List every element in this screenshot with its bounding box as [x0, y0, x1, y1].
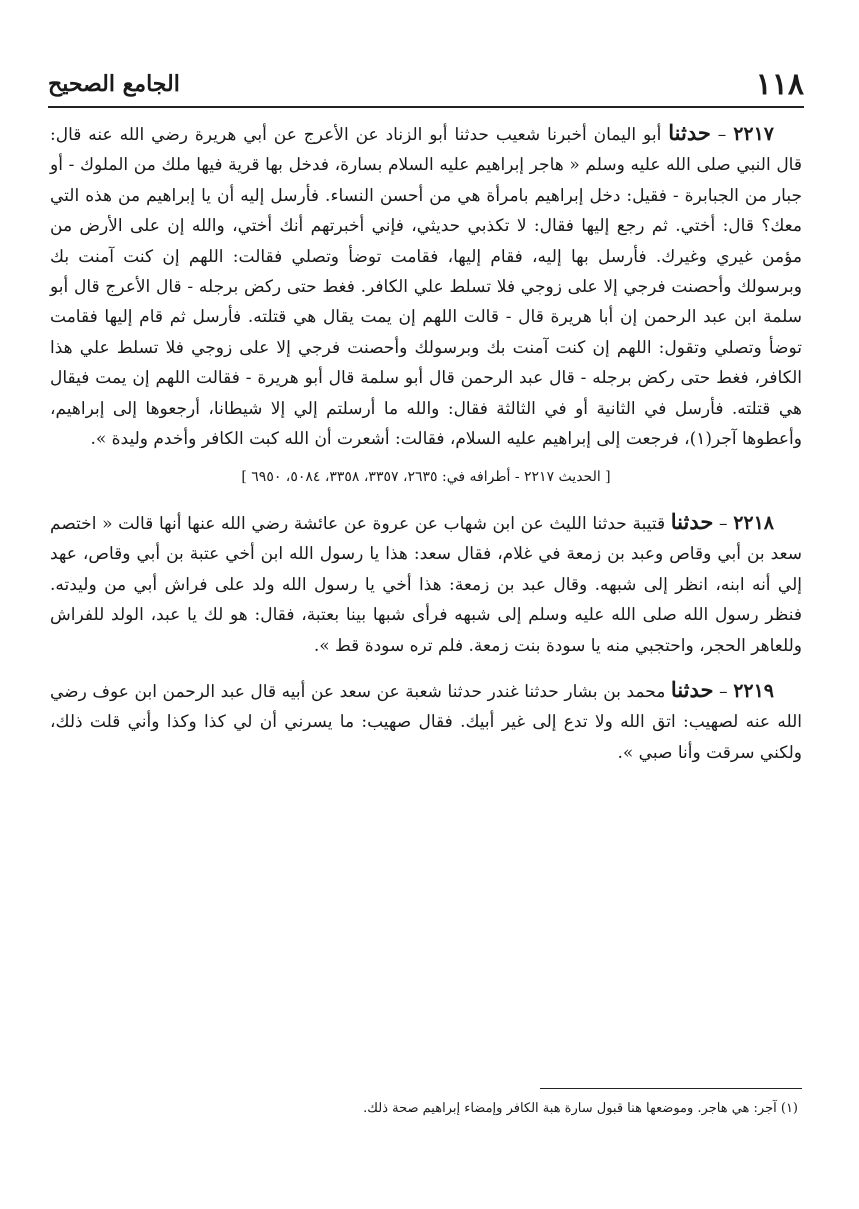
hadith-2219: ٢٢١٩ – حدثنا محمد بن بشار حدثنا غندر حدثنا شعبة عن سعد عن أبيه قال عبد الرحمن ابن عوف رضي الله عنه لصهيب: اتق الله ولا تدع إلى غير أبيك. فقال صهيب: ما يسرني أن لي كذا وكذا وأني قلت ذلك، ولكني سرقت وأنا صبي ».: [50, 676, 802, 763]
hadith-number: ٢٢١٨: [733, 511, 775, 534]
hadith-keyword: حدثنا: [668, 120, 711, 145]
hadith-number: ٢٢١٧: [733, 123, 775, 145]
hadith-2217: ٢٢١٧ – حدثنا أبو اليمان أخبرنا شعيب حدثنا أبو الزناد عن الأعرج عن أبي هريرة رضي الله عنه قال: قال النبي صلى الله عليه وسلم « هاجر إبراهيم عليه السلام بسارة، فدخل بها قرية فيها ملك من الملوك - أو جبار من الجبابرة - فقيل: دخل إبراهيم بامرأة هي من أحسن النساء. فأرسل إليه أن يا إبراهيم من هذه التي معك؟ قال: أختي. ثم رجع إليها فقال: لا تكذبي حديثي، فإني أخبرتهم أنك أختي، والله إن على الأرض من مؤمن غيري وغيرك. فأرسل بها إليه، فقام إليها، فقامت توضأ وتصلي فقالت: اللهم إن كنت آمنت بك وبرسولك وأحصنت فرجي إلا على زوجي فلا تسلط علي الكافر. فغط حتى ركض برجله - قال الأعرج قال أبو سلمة ابن عبد الرحمن إن أبا هريرة قال - قالت اللهم إن يمت يقال هي قتلته. فأرسل ثم قام إليها فقامت توضأ وتصلي وتقول: اللهم إن كنت آمنت بك وبرسولك وأحصنت فرجي إلا على زوجي فلا تسلط علي هذا الكافر، فغط حتى ركض برجله - قال عبد الرحمن قال أبو سلمة قال أبو هريرة - فقالت اللهم إن يمت فيقال هي قتلته. فأرسل في الثانية أو في الثالثة فقال: والله ما أرسلتم إلي إلا شيطانا، أرجعوها إلى إبراهيم، وأعطوها آجر(١)، فرجعت إلى إبراهيم عليه السلام، فقالت: أشعرت أن الله كبت الكافر وأخدم وليدة ».: [50, 120, 802, 450]
main-text: [50, 118, 802, 768]
hadith-keyword: حدثنا: [670, 676, 714, 702]
hadith-references: [ الحديث ٢٢١٧ - أطرافه في: ٢٦٣٥، ٣٣٥٧، ٣٣٥٨، ٥٠٨٤، ٦٩٥٠ ]: [241, 469, 611, 486]
hadith-text: أبو اليمان أخبرنا شعيب حدثنا أبو الزناد عن الأعرج عن أبي هريرة رضي الله عنه قال: قال النبي صلى الله عليه وسلم « هاجر إبراهيم عليه السلام بسارة، فدخل بها قرية فيها ملك من الملوك - أو جبار من الجبابرة - فقيل: دخل إبراهيم بامرأة هي من أحسن النساء. فأرسل إليه أن يا إبراهيم من هذه التي معك؟ قال: أختي. ثم رجع إليها فقال: لا تكذبي حديثي، فإني أخبرتهم أنك أختي، والله إن على الأرض من مؤمن غيري وغيرك. فأرسل بها إليه، فقام إليها، فقامت توضأ وتصلي فقالت: اللهم إن كنت آمنت بك وبرسولك وأحصنت فرجي إلا على زوجي فلا تسلط علي الكافر. فغط حتى ركض برجله - قال الأعرج قال أبو سلمة ابن عبد الرحمن إن أبا هريرة قال - قالت اللهم إن يمت يقال هي قتلته. فأرسل ثم قام إليها فقامت توضأ وتصلي وتقول: اللهم إن كنت آمنت بك وبرسولك وأحصنت فرجي إلا على زوجي فلا تسلط علي هذا الكافر، فغط حتى ركض برجله - قال عبد الرحمن قال أبو سلمة قال أبو هريرة - فقالت اللهم إن يمت فيقال هي قتلته. فأرسل في الثانية أو في الثالثة فقال: والله ما أرسلتم إلي إلا شيطانا، أرجعوها إلى إبراهيم، وأعطوها آجر(١)، فرجعت إلى إبراهيم عليه السلام، فقالت: أشعرت أن الله كبت الكافر وأخدم وليدة ».: [50, 125, 802, 450]
hadith-text: محمد بن بشار حدثنا غندر حدثنا شعبة عن سعد عن أبيه قال عبد الرحمن ابن عوف رضي الله عنه لصهيب: اتق الله ولا تدع إلى غير أبيك. فقال صهيب: ما يسرني أن لي كذا وكذا وأني قلت ذلك، ولكني سرقت وأنا صبي ».: [50, 681, 802, 763]
hadith-text: قتيبة حدثنا الليث عن ابن شهاب عن عروة عن عائشة رضي الله عنها أنها قالت « اختصم سعد بن أبي وقاص وعبد بن زمعة في غلام، فقال سعد: هذا يا رسول الله ابن أخي عتبة بن أبي وقاص، عهد إلي أنه ابنه، انظر إلى شبهه. وقال عبد بن زمعة: هذا أخي يا رسول الله ولد على فراش أبي من وليدته. فنظر رسول الله صلى الله عليه وسلم إلى شبهه فرأى شبها بينا بعتبة، فقال: هو لك يا عبد، الولد للفراش وللعاهر الحجر، واحتجبي منه يا سودة بنت زمعة. فلم تره سودة قط ».: [50, 513, 802, 656]
footnote-divider: [540, 1088, 802, 1089]
hadith-keyword: حدثنا: [670, 508, 714, 534]
footnote: (١) آجر: هي هاجر. وموضعها هنا قبول سارة هبة الكافر وإمضاء إبراهيم صحة ذلك.: [363, 1101, 798, 1116]
running-title: الجامع الصحيح: [48, 71, 180, 97]
page-header: [48, 62, 804, 108]
hadith-number: ٢٢١٩: [733, 679, 775, 702]
page-number: ١١٨: [755, 66, 804, 102]
hadith-2218: ٢٢١٨ – حدثنا قتيبة حدثنا الليث عن ابن شهاب عن عروة عن عائشة رضي الله عنها أنها قالت « اختصم سعد بن أبي وقاص وعبد بن زمعة في غلام، فقال سعد: هذا يا رسول الله ابن أخي عتبة بن أبي وقاص، عهد إلي أنه ابنه، انظر إلى شبهه. وقال عبد بن زمعة: هذا أخي يا رسول الله ولد على فراش أبي من وليدته. فنظر رسول الله صلى الله عليه وسلم إلى شبهه فرأى شبها بينا بعتبة، فقال: هو لك يا عبد، الولد للفراش وللعاهر الحجر، واحتجبي منه يا سودة بنت زمعة. فلم تره سودة قط ».: [50, 508, 802, 656]
